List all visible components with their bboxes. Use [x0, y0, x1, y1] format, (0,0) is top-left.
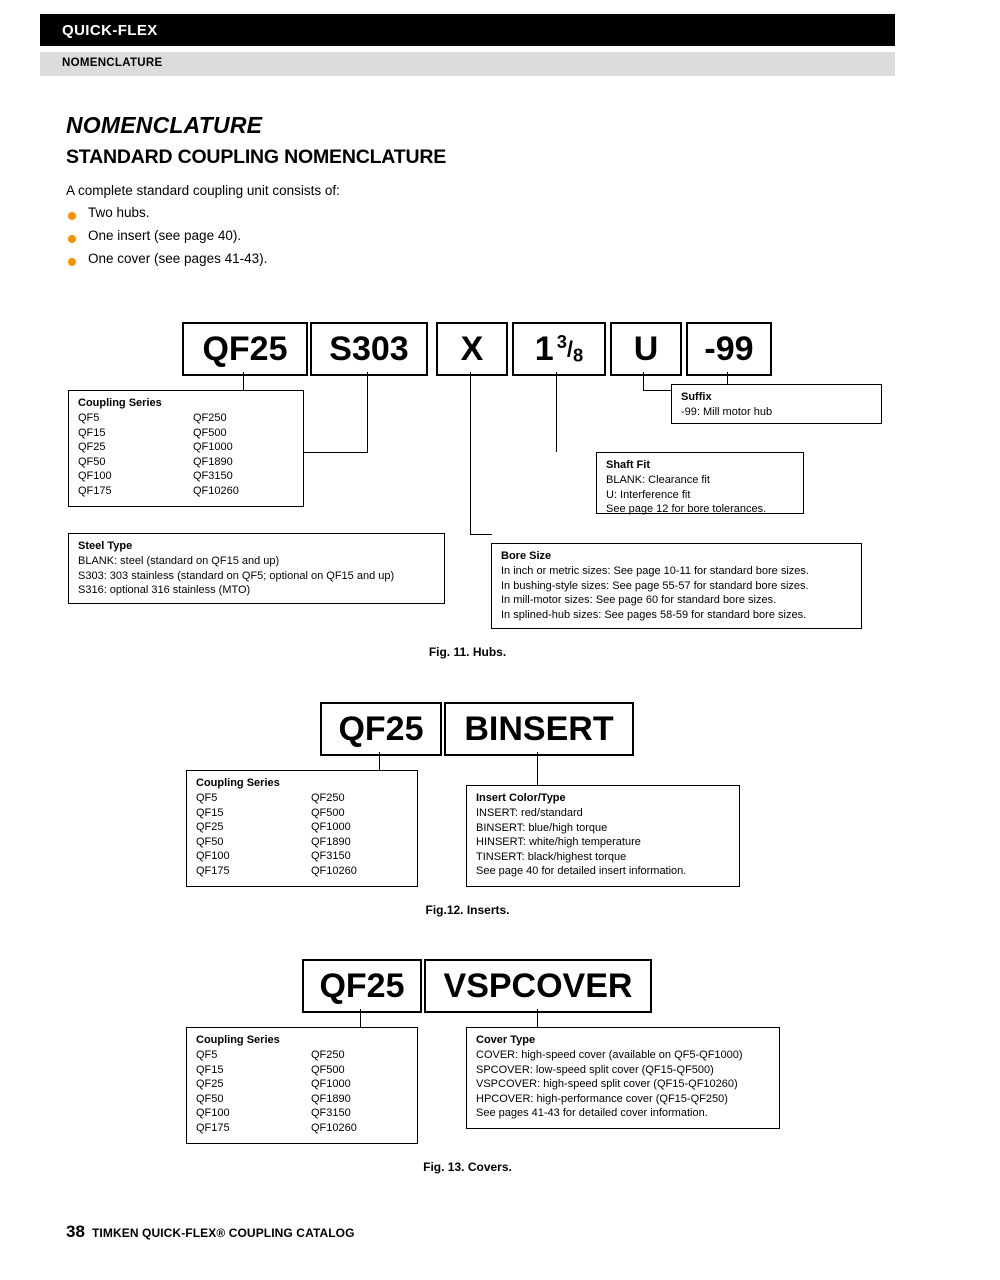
code-box-suffix	[686, 322, 772, 376]
info-box-title: Suffix	[681, 391, 712, 403]
code-text: X	[460, 330, 484, 368]
code-box-insert-type	[444, 702, 634, 756]
fraction-denominator: 8	[573, 344, 584, 366]
connector-line	[367, 390, 368, 452]
series-column-1: QF5 QF15 QF25 QF50 QF100 QF175	[196, 792, 230, 877]
info-box-steel-type: Steel Type BLANK: steel (standard on QF15 and up) S303: 303 stainless (standard on QF5; optional on QF15 and up) S316: optional 316 stainless (MTO)	[68, 533, 445, 604]
info-box-title: Coupling Series	[196, 777, 280, 789]
figure-caption-covers: Fig. 13. Covers.	[423, 1160, 512, 1174]
info-box-title: Cover Type	[476, 1034, 536, 1046]
code-text: QF25	[338, 710, 424, 748]
info-box-insert-color-type: Insert Color/Type INSERT: red/standard BINSERT: blue/high torque HINSERT: white/high temperature TINSERT: black/highest torque See page 40 for detailed insert information.	[466, 785, 740, 887]
connector-line	[367, 372, 368, 390]
fraction-numerator: 3	[556, 330, 567, 352]
info-box-shaft-fit: Shaft Fit BLANK: Clearance fit U: Interference fit See page 12 for bore tolerances.	[596, 452, 804, 514]
footer-text: TIMKEN QUICK-FLEX® COUPLING CATALOG	[92, 1226, 355, 1240]
info-box-title: Insert Color/Type	[476, 792, 566, 804]
code-box-coupling-series	[182, 322, 308, 376]
code-box-cover-type	[424, 959, 652, 1013]
code-text: VSPCOVER	[443, 967, 633, 1005]
list-item-label: One insert (see page 40).	[88, 228, 242, 243]
info-box-cover-type: Cover Type COVER: high-speed cover (available on QF5-QF1000) SPCOVER: low-speed split cover (QF15-QF500) VSPCOVER: high-speed split cover (QF15-QF10260) HPCOVER: high-performance cover (QF15-QF250) See pages 41-43 for detailed cover information.	[466, 1027, 780, 1129]
figure-caption-hubs: Fig. 11. Hubs.	[428, 645, 507, 659]
series-column-1: QF5 QF15 QF25 QF50 QF100 QF175	[78, 412, 112, 497]
series-column-2: QF250 QF500 QF1000 QF1890 QF3150 QF10260	[311, 792, 357, 877]
series-column-2: QF250 QF500 QF1000 QF1890 QF3150 QF10260	[193, 412, 239, 497]
connector-line	[537, 1009, 538, 1027]
page-subheader-bar	[40, 52, 895, 76]
connector-line	[643, 372, 644, 390]
info-box-title: Steel Type	[78, 540, 133, 552]
code-box-steel-type	[310, 322, 428, 376]
bullet-dot-icon	[68, 258, 76, 266]
code-text: QF25	[319, 967, 405, 1005]
info-box-title: Shaft Fit	[606, 459, 650, 471]
section-title: NOMENCLATURE	[62, 57, 163, 69]
code-text: QF25	[202, 330, 288, 368]
connector-line	[243, 372, 244, 390]
series-column-2: QF250 QF500 QF1000 QF1890 QF3150 QF10260	[311, 1049, 357, 1134]
info-box-title: Coupling Series	[196, 1034, 280, 1046]
list-item	[66, 205, 486, 228]
info-box-title: Coupling Series	[78, 397, 162, 409]
series-column-1: QF5 QF15 QF25 QF50 QF100 QF175	[196, 1049, 230, 1134]
code-box-bore-prefix	[436, 322, 508, 376]
code-box-bore-size	[512, 322, 606, 376]
connector-line	[537, 752, 538, 785]
list-item-label: Two hubs.	[88, 205, 150, 220]
info-box-insert-coupling-series	[186, 770, 418, 887]
fraction: $^3/_8$	[556, 330, 584, 366]
connector-line	[643, 390, 672, 391]
connector-line	[727, 372, 728, 384]
connector-line	[470, 372, 471, 534]
connector-line	[556, 372, 557, 452]
brand-title: QUICK-FLEX	[62, 22, 158, 39]
info-box-title: Bore Size	[501, 550, 552, 562]
info-box-coupling-series	[68, 390, 304, 507]
page-subtitle: STANDARD COUPLING NOMENCLATURE	[66, 146, 447, 168]
page-title-italic: NOMENCLATURE	[66, 112, 263, 138]
code-text: 1	[534, 330, 554, 368]
connector-line	[470, 534, 492, 535]
figure-caption-inserts: Fig.12. Inserts.	[425, 903, 510, 917]
bullet-dot-icon	[68, 235, 76, 243]
page-header-bar	[40, 14, 895, 46]
connector-line	[360, 1009, 361, 1027]
code-box-shaft-fit	[610, 322, 682, 376]
list-item	[66, 251, 486, 274]
info-box-cover-coupling-series	[186, 1027, 418, 1144]
code-text: U	[633, 330, 659, 368]
info-box-suffix: Suffix -99: Mill motor hub	[671, 384, 882, 424]
code-text: -99	[704, 330, 754, 368]
intro-text: A complete standard coupling unit consists of:	[66, 183, 340, 198]
connector-line	[379, 752, 380, 770]
code-text: BINSERT	[464, 710, 614, 748]
bullet-dot-icon	[68, 212, 76, 220]
code-box-insert-coupling-series	[320, 702, 442, 756]
code-box-cover-coupling-series	[302, 959, 422, 1013]
code-text: S303	[329, 330, 409, 368]
list-item-label: One cover (see pages 41-43).	[88, 251, 268, 266]
list-item	[66, 228, 486, 251]
bullet-list	[66, 205, 486, 274]
page-number: 38	[66, 1222, 85, 1241]
info-box-bore-size: Bore Size In inch or metric sizes: See page 10-11 for standard bore sizes. In bushing-style sizes: See page 55-57 for standard bore sizes. In mill-motor sizes: See page 60 for standard bore sizes. In splined-hub sizes: See pages 58-59 for standard bore sizes.	[491, 543, 862, 629]
